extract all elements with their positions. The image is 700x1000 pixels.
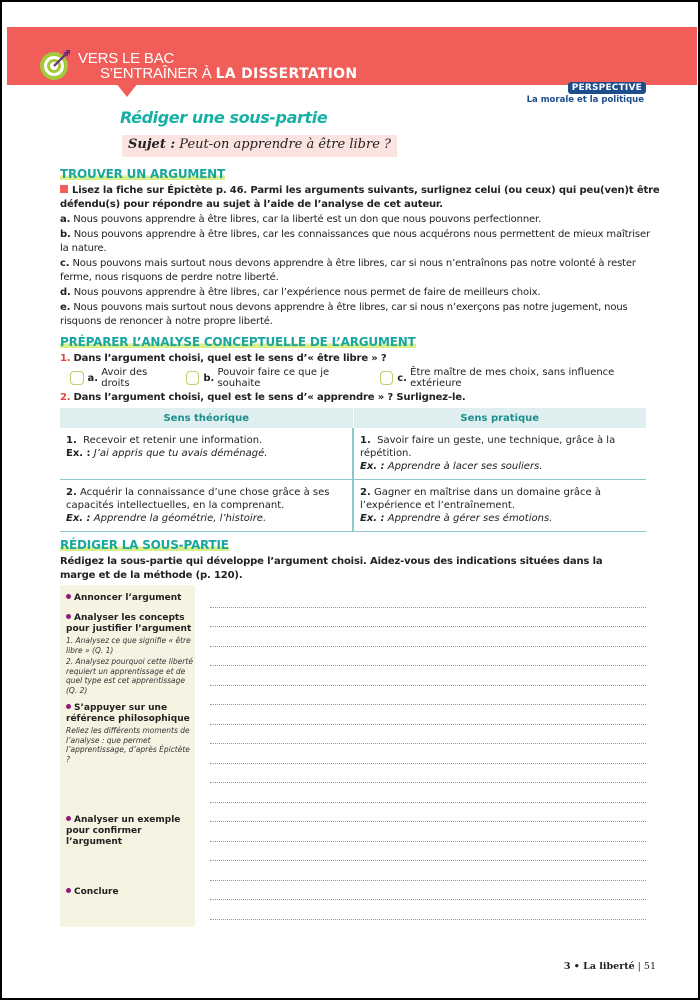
- writing-line[interactable]: [210, 900, 646, 920]
- checkbox[interactable]: [70, 371, 84, 385]
- argument-item[interactable]: c. Nous pouvons mais surtout nous devons apprendre à être libres, car si nous n’entraînons pas notre volonté à rester ferme, nous risquons de perdre notre liberté.: [60, 258, 636, 283]
- bullet-icon: [66, 594, 71, 599]
- subject-text: Peut-on apprendre à être libre ?: [179, 137, 391, 152]
- writing-line[interactable]: [210, 608, 646, 628]
- argument-item[interactable]: a. Nous pouvons apprendre à être libres, car la liberté est un don que nous pouvons perfectionner.: [60, 214, 542, 225]
- write-instruction: Rédigez la sous-partie qui développe l’argument choisi. Aidez-vous des indications situées dans la marge et de la méthode (p. 120).: [60, 556, 603, 581]
- banner-title-prefix: S’ENTRAÎNER À: [100, 65, 212, 82]
- column-header-practical: Sens pratique: [353, 408, 646, 428]
- writing-line[interactable]: [210, 725, 646, 745]
- footer-separator: |: [637, 961, 641, 972]
- step-analyze-concepts: Analyser les concepts pour justifier l’argument 1. Analysez ce que signifie « être libre » (Q. 1) 2. Analysez pourquoi cette liberté requiert un apprentissage et de quel type est cet apprentissage (Q. 2): [66, 613, 193, 695]
- writing-line[interactable]: [210, 861, 646, 881]
- question-2: 2. Dans l’argument choisi, quel est le sens d’« apprendre » ? Surlignez-le.: [60, 392, 466, 403]
- writing-line[interactable]: [210, 588, 646, 608]
- subject-box: [122, 135, 397, 157]
- banner-pointer: [116, 83, 138, 97]
- writing-line[interactable]: [210, 686, 646, 706]
- table-cell[interactable]: 1. Savoir faire un geste, une technique, grâce à la répétition. Ex. : Apprendre à lacer ses souliers.: [353, 428, 646, 480]
- writing-line[interactable]: [210, 666, 646, 686]
- banner-title-line2: [100, 65, 357, 82]
- argument-item[interactable]: b. Nous pouvons apprendre à être libres, car les connaissances que nous acquérons nous permettent de mieux maîtriser la nature.: [60, 229, 650, 254]
- table-row: [60, 480, 646, 532]
- red-square-marker: [60, 185, 68, 193]
- bullet-icon: [66, 816, 71, 821]
- step-announce: Annoncer l’argument: [66, 593, 196, 604]
- writing-line[interactable]: [210, 803, 646, 823]
- table-row: [60, 428, 646, 480]
- bullet-icon: [66, 614, 71, 619]
- instruction: Lisez la fiche sur Épictète p. 46. Parmi les arguments suivants, surlignez celui (ou ceux) qui peu(ven)t être défendu(s) pour répondre au sujet à l’aide de l’analyse de cet auteur.: [60, 185, 660, 210]
- checkbox[interactable]: [186, 371, 200, 385]
- writing-area[interactable]: [210, 588, 646, 920]
- choice-a[interactable]: a. Avoir des droits: [70, 367, 176, 389]
- meaning-table: [60, 408, 646, 532]
- banner-title-line1: VERS LE BAC: [78, 50, 175, 67]
- table-cell[interactable]: 2. Gagner en maîtrise dans un domaine grâce à l’expérience et l’entraînement. Ex. : Apprendre à gérer ses émotions.: [353, 480, 646, 532]
- argument-item[interactable]: e. Nous pouvons mais surtout nous devons apprendre à être libres, car si nous n’exerçons pas notre jugement, nous risquons de renoncer à notre propre liberté.: [60, 302, 628, 327]
- section-title-prepare-analysis: PRÉPARER L’ANALYSE CONCEPTUELLE DE L’ARGUMENT: [60, 335, 416, 349]
- choices-q1: [70, 367, 670, 389]
- perspective-subtitle: La morale et la politique: [526, 95, 644, 105]
- bullet-icon: [66, 704, 71, 709]
- page-footer: [564, 961, 656, 972]
- writing-line[interactable]: [210, 647, 646, 667]
- page-title: Rédiger une sous-partie: [120, 108, 328, 127]
- step-example: Analyser un exemple pour confirmer l’argument: [66, 815, 181, 847]
- chapter-label: 3 • La liberté: [563, 961, 635, 972]
- writing-line[interactable]: [210, 783, 646, 803]
- writing-line[interactable]: [210, 842, 646, 862]
- bullet-icon: [66, 888, 71, 893]
- method-margin: [60, 585, 195, 927]
- page-number: 51: [643, 961, 656, 972]
- find-argument-body: [60, 184, 660, 329]
- column-header-theoretical: Sens théorique: [60, 408, 353, 428]
- writing-line[interactable]: [210, 627, 646, 647]
- writing-line[interactable]: [210, 822, 646, 842]
- writing-line[interactable]: [210, 881, 646, 901]
- checkbox[interactable]: [380, 371, 394, 385]
- target-icon: [39, 49, 71, 81]
- choice-c[interactable]: c. Être maître de mes choix, sans influence extérieure: [380, 367, 660, 389]
- textbook-page: [2, 2, 698, 998]
- section-title-write-subpart: RÉDIGER LA SOUS-PARTIE: [60, 538, 229, 552]
- choice-b[interactable]: b. Pouvoir faire ce que je souhaite: [186, 367, 370, 389]
- step-philosophical-reference: S’appuyer sur une référence philosophique Reliez les différents moments de l’analyse : que permet l’apprentissage, d’après Épictète ?: [66, 703, 190, 764]
- step-conclude: Conclure: [66, 887, 196, 898]
- writing-line[interactable]: [210, 744, 646, 764]
- argument-item[interactable]: d. Nous pouvons apprendre à être libres, car l’expérience nous permet de faire de meilleurs choix.: [60, 287, 541, 298]
- question-1: 1. Dans l’argument choisi, quel est le sens d’« être libre » ?: [60, 353, 387, 364]
- section-title-find-argument: TROUVER UN ARGUMENT: [60, 167, 225, 181]
- subject-label: Sujet :: [128, 137, 176, 152]
- table-cell[interactable]: 2. Acquérir la connaissance d’une chose grâce à ses capacités intellectuelles, en la comprenant. Ex. : Apprendre la géométrie, l’histoire.: [60, 480, 353, 532]
- banner-title-strong: LA DISSERTATION: [215, 66, 358, 82]
- writing-line[interactable]: [210, 705, 646, 725]
- writing-line[interactable]: [210, 764, 646, 784]
- table-cell[interactable]: 1. Recevoir et retenir une information. Ex. : J’ai appris que tu avais déménagé.: [60, 428, 353, 480]
- perspective-badge: PERSPECTIVE: [568, 82, 646, 94]
